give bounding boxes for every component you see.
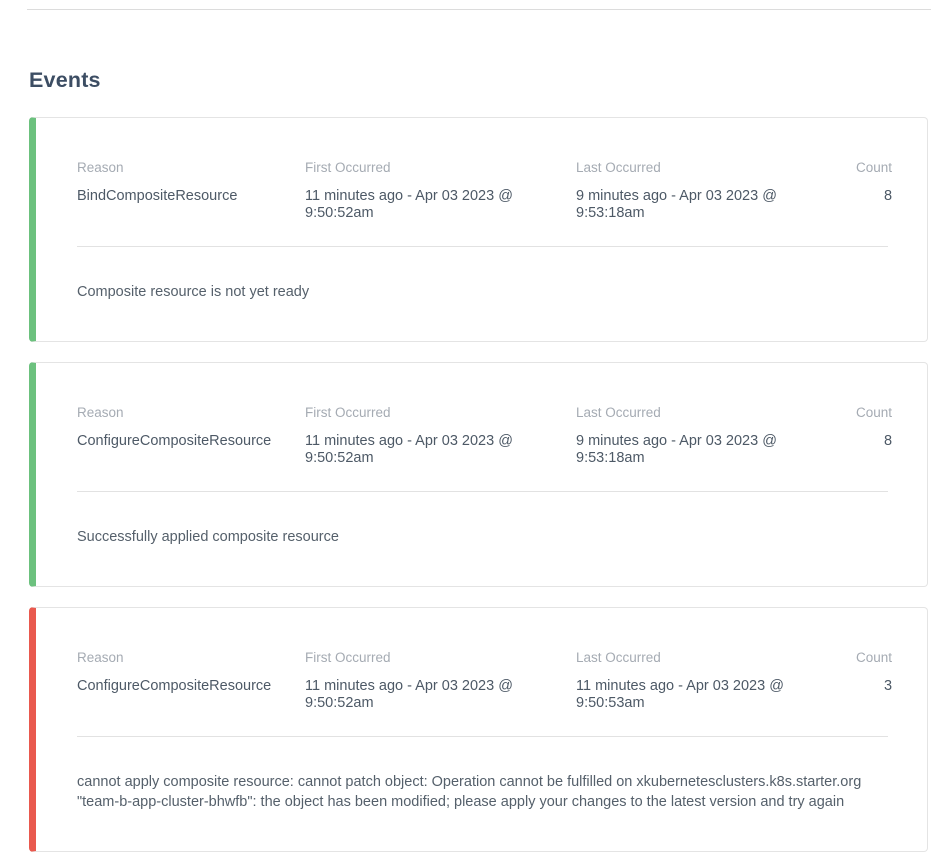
event-card — [29, 117, 928, 342]
column-header-count: Count — [856, 405, 893, 420]
column-header-count: Count — [856, 650, 893, 665]
column-header-reason: Reason — [77, 160, 124, 175]
event-message: Successfully applied composite resource — [77, 529, 339, 545]
event-table — [36, 363, 927, 466]
column-header-last-occurred: Last Occurred — [576, 405, 661, 420]
event-count: 8 — [883, 433, 893, 449]
column-header-count: Count — [856, 160, 893, 175]
event-card — [29, 607, 928, 852]
event-first-occurred: 11 minutes ago - Apr 03 2023 @ 9:50:52am — [305, 678, 513, 711]
event-last-occurred: 9 minutes ago - Apr 03 2023 @ 9:53:18am — [576, 433, 777, 466]
event-first-occurred: 11 minutes ago - Apr 03 2023 @ 9:50:52am — [305, 188, 513, 221]
column-header-reason: Reason — [77, 405, 124, 420]
column-header-first-occurred: First Occurred — [305, 650, 391, 665]
event-first-occurred: 11 minutes ago - Apr 03 2023 @ 9:50:52am — [305, 433, 513, 466]
event-last-occurred: 9 minutes ago - Apr 03 2023 @ 9:53:18am — [576, 188, 777, 221]
event-table — [36, 118, 927, 221]
column-header-last-occurred: Last Occurred — [576, 160, 661, 175]
event-card — [29, 362, 928, 587]
event-count: 8 — [883, 188, 893, 204]
event-message: cannot apply composite resource: cannot patch object: Operation cannot be fulfilled on xkubernetesclusters.k8s.starter.org "team-b-app-cluster-bhwfb": the object has been modified; please apply your changes to the latest version and try again — [77, 774, 862, 810]
column-header-last-occurred: Last Occurred — [576, 650, 661, 665]
event-count: 3 — [883, 678, 893, 694]
column-header-first-occurred: First Occurred — [305, 160, 391, 175]
page-title: Events — [29, 68, 101, 92]
column-header-reason: Reason — [77, 650, 124, 665]
top-divider — [27, 9, 931, 10]
events-list — [29, 117, 928, 868]
event-reason: ConfigureCompositeResource — [77, 678, 272, 694]
event-message: Composite resource is not yet ready — [77, 284, 310, 300]
column-header-first-occurred: First Occurred — [305, 405, 391, 420]
event-reason: BindCompositeResource — [77, 188, 238, 204]
event-last-occurred: 11 minutes ago - Apr 03 2023 @ 9:50:53am — [576, 678, 784, 711]
event-table — [36, 608, 927, 711]
event-reason: ConfigureCompositeResource — [77, 433, 272, 449]
